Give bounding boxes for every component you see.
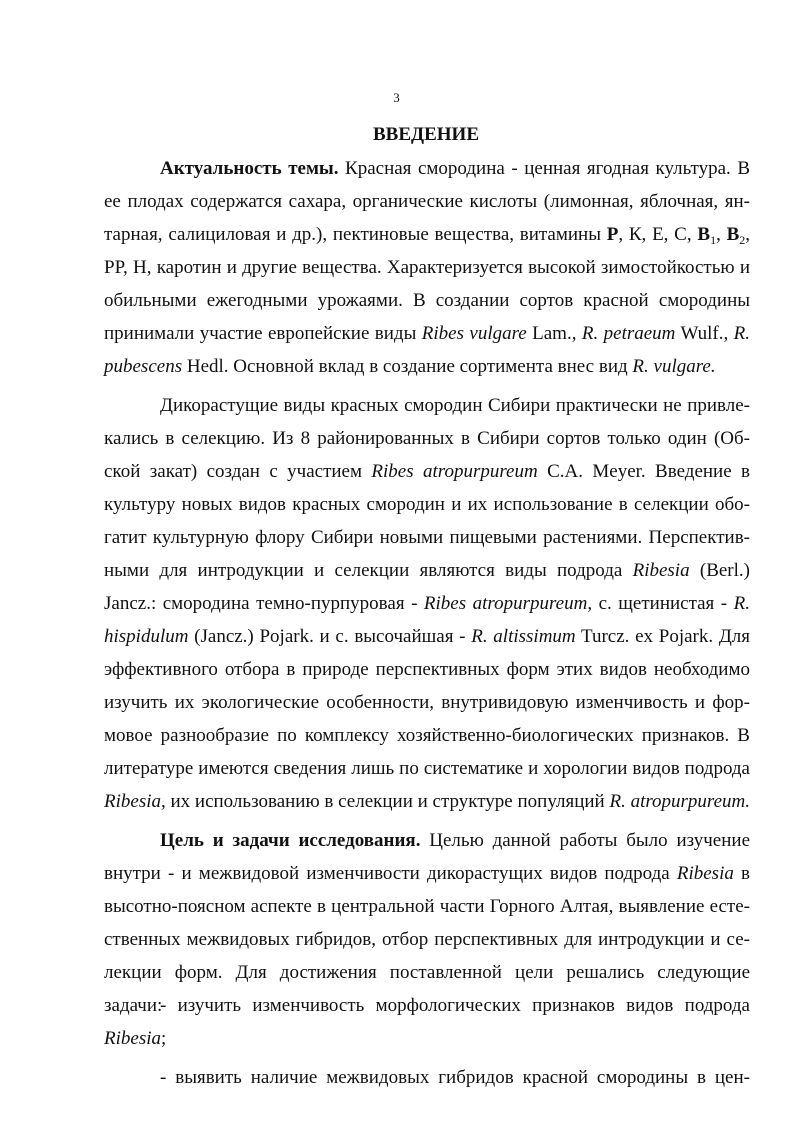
text-line: культуру новых видов красных смородин и их использование в селекции обо-	[104, 494, 750, 515]
section-heading: ВВЕДЕНИЕ	[373, 124, 479, 145]
text-line: внутри - и межвидовой изменчивости дикорастущих видов подрода Ribesia в	[104, 863, 750, 884]
text-line: мовое разнообразие по комплексу хозяйственно-биологических признаков. В	[104, 725, 750, 746]
text-line: PP, H, каротин и другие вещества. Характеризуется высокой зимостойкостью и	[104, 257, 750, 278]
text-line: высотно-поясном аспекте в центральной части Горного Алтая, выявление есте-	[104, 896, 750, 917]
text-line: Цель и задачи исследования. Целью данной работы было изучение	[160, 830, 750, 851]
lead-phrase: Цель и задачи исследования.	[160, 830, 421, 851]
text-line: гатит культурную флору Сибири новыми пищевыми растениями. Перспектив-	[104, 527, 750, 548]
text-line: принимали участие европейские виды Ribes vulgare Lam., R. petraeum Wulf., R.	[104, 323, 751, 344]
paragraph-relevance	[104, 152, 750, 383]
lead-phrase: Актуальность темы.	[160, 158, 339, 179]
list-item: - выявить наличие межвидовых гибридов красной смородины в цен-	[160, 1067, 750, 1088]
text-line: Ribesia;	[104, 1028, 167, 1049]
text-line: ской закат) создан с участием Ribes atropurpureum C.A. Meyer. Введение в	[104, 461, 751, 482]
text-line: тарная, салициловая и др.), пектиновые вещества, витамины P, К, Е, С, $B_1$, $B_2$,	[104, 224, 751, 247]
text-line: ными для интродукции и селекции являются виды подрода Ribesia (Berl.)	[104, 560, 750, 581]
list-item: - изучить изменчивость морфологических признаков видов подрода	[160, 995, 750, 1016]
text-line: hispidulum (Jancz.) Pojark. и с. высочайшая - R. altissimum Turcz. ex Pojark. Для	[104, 626, 750, 647]
text-line: эффективного отбора в природе перспективных форм этих видов необходимо	[104, 659, 750, 680]
text-line: Ribesia, их использованию в селекции и структуре популяций R. atropurpureum.	[104, 791, 751, 812]
tasks-list	[104, 989, 750, 1094]
document-body	[104, 152, 750, 1094]
text-line: обильными ежегодными урожаями. В создании сортов красной смородины	[104, 290, 750, 311]
text-line: Актуальность темы. Красная смородина - ценная ягодная культура. В	[160, 158, 750, 179]
text-line: литературе имеются сведения лишь по систематике и хорологии видов подрода	[104, 758, 750, 779]
text-line: Jancz.: смородина темно-пурпуровая - Ribes atropurpureum, с. щетинистая - R.	[104, 593, 750, 614]
text-line: изучить их экологические особенности, внутривидовую изменчивость и фор-	[104, 692, 750, 713]
text-line: ственных межвидовых гибридов, отбор перспективных для интродукции и се-	[104, 929, 750, 950]
text-line: ее плодах содержатся сахара, органические кислоты (лимонная, яблочная, ян-	[104, 191, 750, 212]
text-line: pubescens Hedl. Основной вклад в создание сортимента внес вид R. vulgare.	[104, 356, 716, 377]
text-line: кались в селекцию. Из 8 районированных в Сибири сортов только один (Об-	[104, 428, 750, 449]
page-number: 3	[393, 90, 400, 105]
paragraph-wild-species	[104, 389, 750, 818]
text-line: Дикорастущие виды красных смородин Сибири практически не привле-	[160, 395, 750, 416]
text-line: лекции форм. Для достижения поставленной цели решались следующие задачи:	[104, 962, 750, 1016]
